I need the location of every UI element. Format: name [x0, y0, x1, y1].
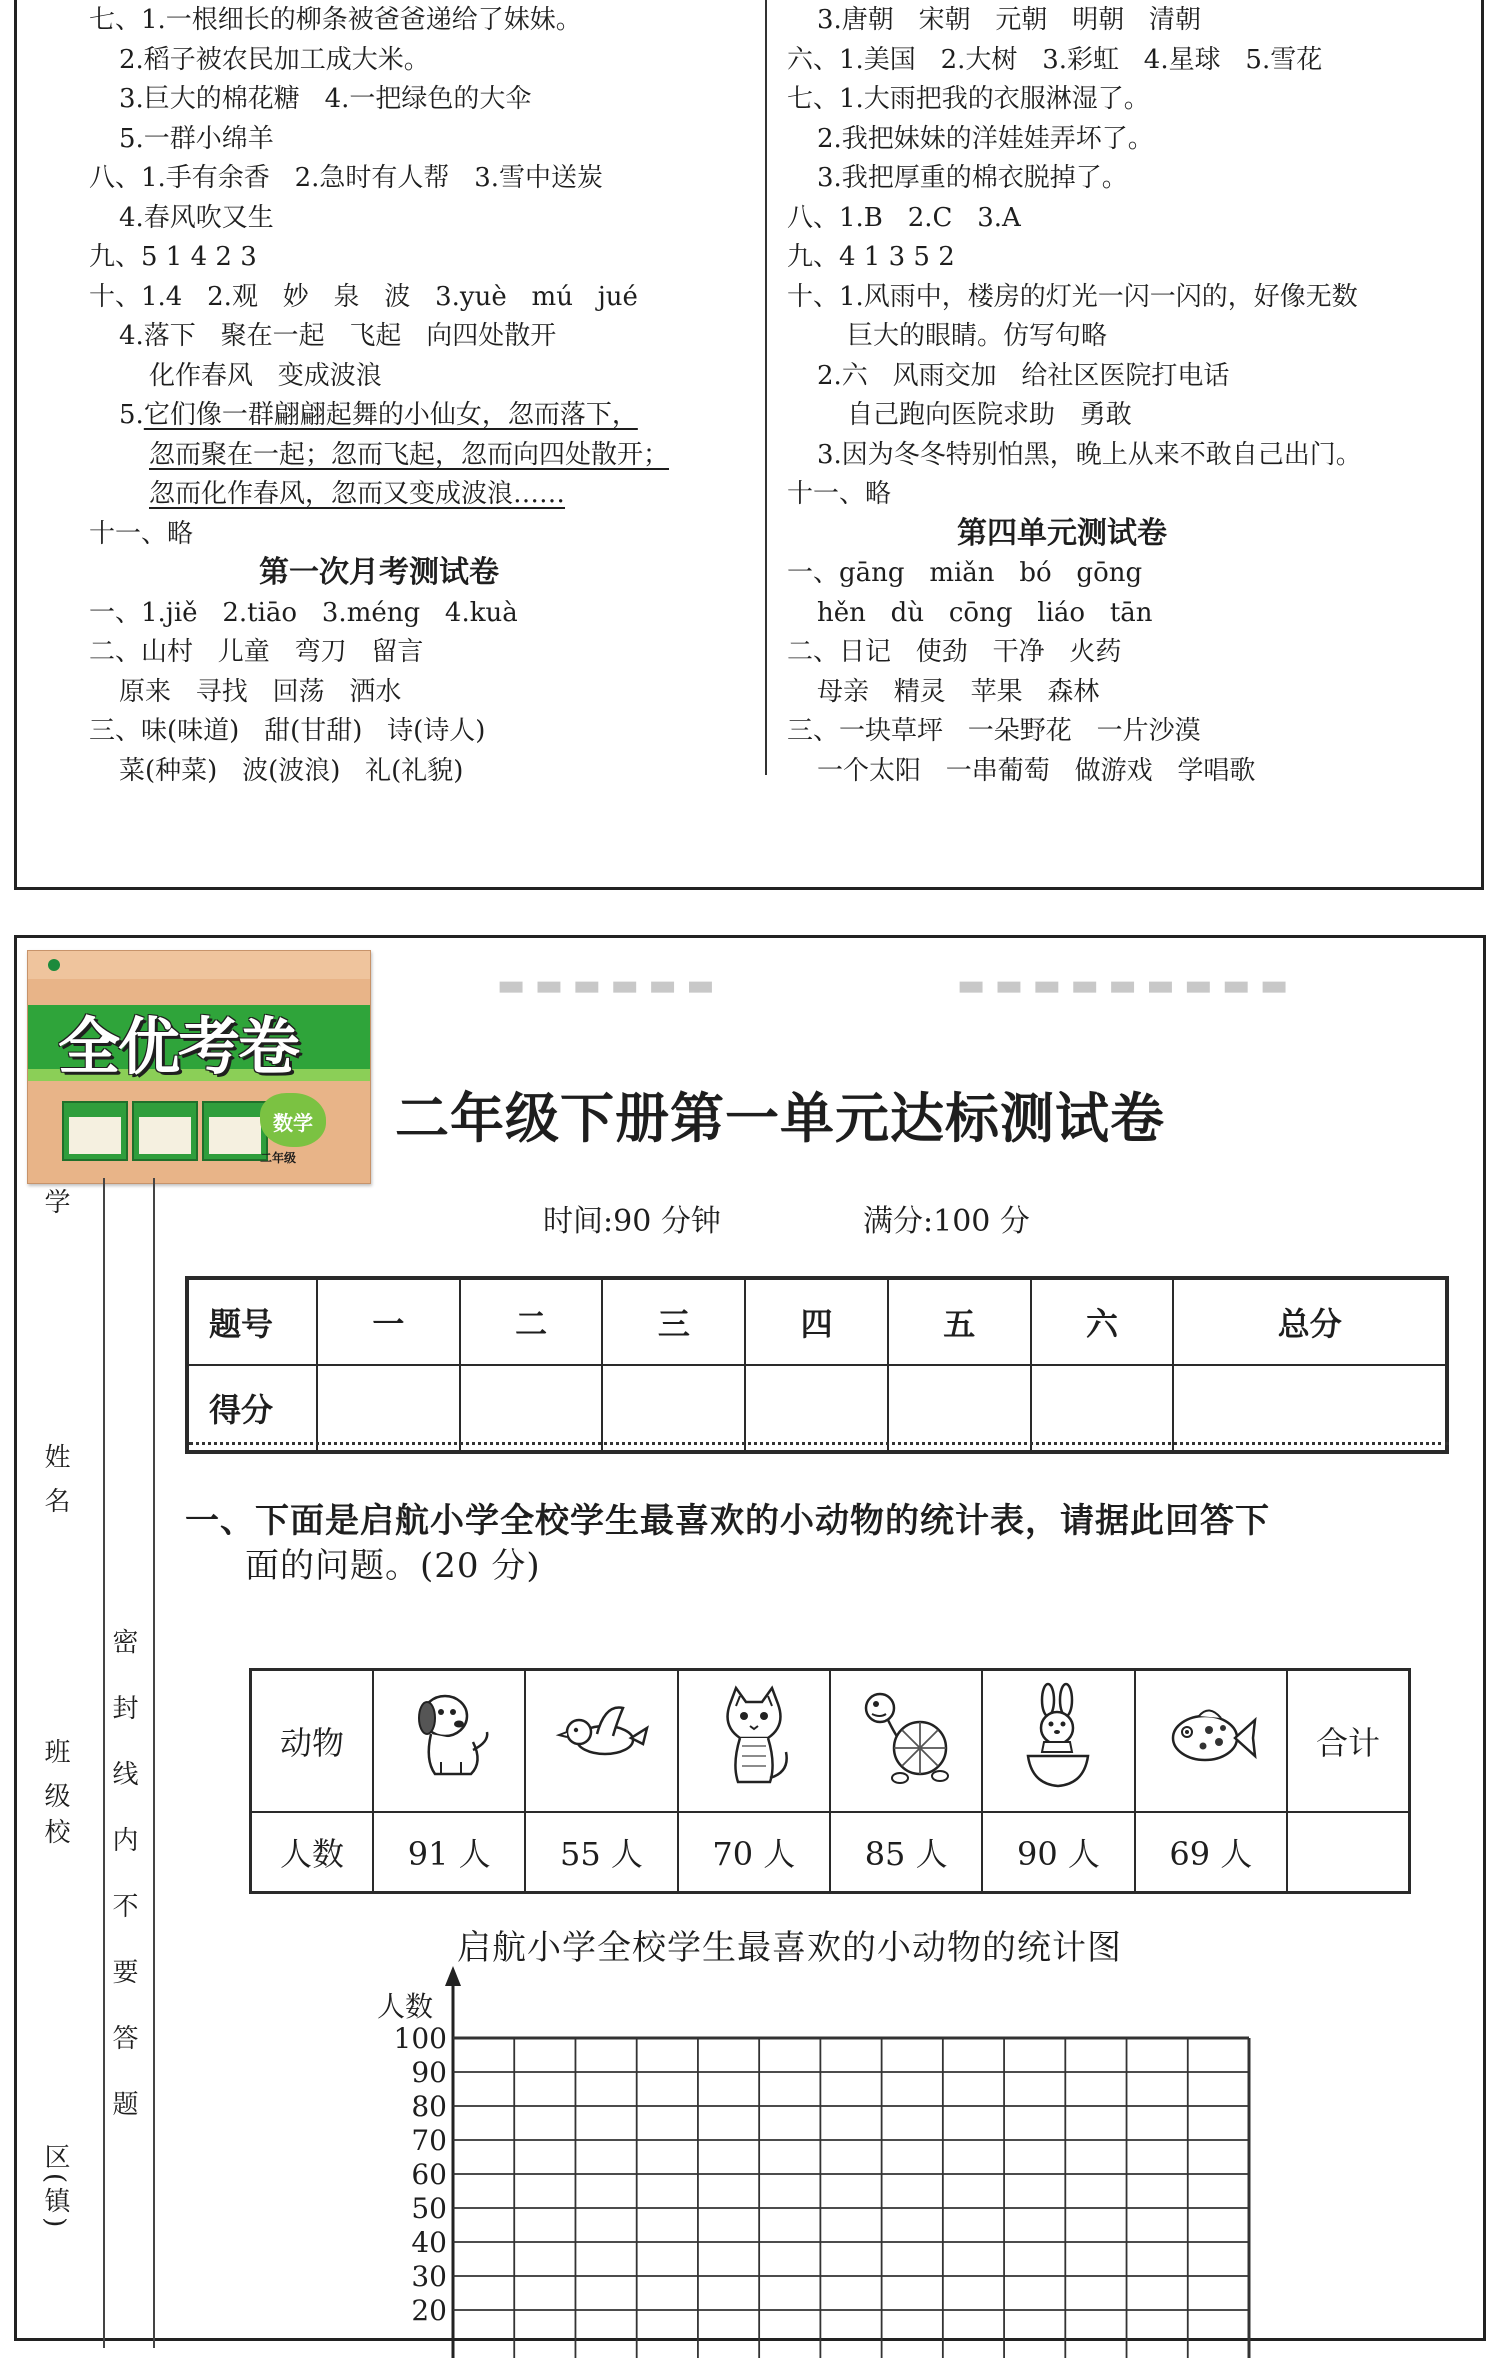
binding-class-label: 班级 [40, 1738, 70, 1826]
animal-total-label: 合计 [1287, 1670, 1410, 1813]
cover-grade: 二年级 [260, 1151, 297, 1165]
answer-key-line [787, 238, 955, 276]
answer-key-text: 化作春风 变成波浪 [149, 360, 382, 391]
bar-chart-grid [357, 1958, 1297, 2358]
answer-key-line [119, 41, 430, 79]
chart-y-tick-label: 50 [411, 2192, 447, 2225]
chart-y-tick-label: 70 [411, 2124, 447, 2157]
answer-key-text: 2.六 风雨交加 给社区医院打电话 [817, 360, 1230, 391]
publisher-logo-icon [48, 959, 60, 971]
binding-school-label: 校 [40, 1818, 70, 1862]
answer-key-text: 菜(种菜) 波(波浪) 礼(礼貌) [119, 755, 464, 786]
cover-feature-box [62, 1101, 128, 1161]
turtle-icon [830, 1670, 982, 1813]
answer-key-text: 3.我把厚重的棉衣脱掉了。 [817, 163, 1128, 193]
answer-key-line [149, 436, 669, 474]
answer-key-line [119, 317, 556, 355]
score-table-row-label: 得分 [187, 1365, 317, 1452]
answer-key-line [847, 396, 1132, 434]
answer-key-text: 巨大的眼睛。仿写句略 [847, 321, 1108, 351]
answer-key-text: 忽而聚在一起；忽而飞起，忽而向四处散开； [149, 439, 670, 470]
answer-key-line [89, 712, 485, 750]
cat-icon [678, 1670, 830, 1813]
answer-key-line [817, 673, 1099, 711]
chart-y-tick-label: 30 [411, 2260, 447, 2293]
question-1-text-cont: 面的问题。(20 分) [245, 1546, 541, 1586]
answer-key-text: 忽而化作春风，忽而又变成波浪…… [149, 479, 566, 509]
answer-key-text: 5. [119, 400, 144, 430]
rabbit-icon [982, 1670, 1134, 1813]
binding-name-label: 姓名 [40, 1443, 70, 1531]
answer-key-line [817, 594, 1153, 632]
count-row-label: 人数 [251, 1812, 374, 1893]
answer-key-text: 2.稻子被农民加工成大米。 [119, 44, 430, 75]
test-title: 二年级下册第一单元达标测试卷 [395, 1086, 1165, 1150]
answer-key-text: 九、5 1 4 2 3 [89, 242, 257, 272]
answer-key-line [89, 594, 518, 632]
score-table-header-row [187, 1278, 1447, 1365]
answer-key-text: 第四单元测试卷 [957, 515, 1167, 551]
answer-key-page [14, 0, 1484, 890]
answer-key-line [787, 712, 1201, 750]
binding-inner-line [153, 1178, 155, 2348]
animal-row [251, 1670, 1410, 1813]
bleed-through-marks: ▬ ▬ ▬ ▬ ▬ ▬ [497, 968, 715, 1003]
bird-icon [525, 1670, 677, 1813]
score-table-col-header: 总分 [1173, 1278, 1447, 1365]
test-paper-page [14, 935, 1486, 2341]
score-table-row-label: 题号 [187, 1278, 317, 1365]
answer-key-line [817, 357, 1229, 395]
answer-key-line [847, 317, 1107, 355]
chart-y-tick-label: 90 [411, 2056, 447, 2089]
answer-key-text: 4.春风吹又生 [119, 202, 274, 233]
answer-key-text: 二、山村 儿童 弯刀 留言 [89, 637, 424, 667]
answer-key-line [787, 41, 1322, 79]
answer-key-text: 一个太阳 一串葡萄 做游戏 学唱歌 [817, 755, 1256, 786]
answer-key-line [119, 199, 274, 237]
answer-key-text: 第一次月考测试卷 [259, 555, 499, 590]
answer-key-line [149, 357, 382, 395]
answer-key-line [119, 80, 531, 118]
answer-key-line [817, 752, 1255, 790]
binding-seal-notice: 密封线内不要答题 [108, 1628, 138, 2156]
score-cell[interactable] [745, 1365, 888, 1452]
cover-feature-box [202, 1101, 268, 1161]
answer-key-text: 原来 寻找 回荡 洒水 [119, 676, 402, 707]
total-answer-cell[interactable] [1287, 1812, 1410, 1893]
full-score: 满分:100 分 [863, 1204, 1030, 1239]
chart-y-tick-label: 80 [411, 2090, 447, 2123]
fish-icon [1135, 1670, 1287, 1813]
chart-y-axis-label: 人数 [377, 1990, 434, 2023]
chart-y-tick-label: 40 [411, 2226, 447, 2259]
answer-key-text: hěn dù cōng liáo tān [817, 597, 1153, 628]
time-limit: 时间:90 分钟 [543, 1204, 721, 1239]
answer-key-text: 十、1.4 2.观 妙 泉 波 3.yuè mú jué [89, 281, 638, 312]
dotted-separator [189, 1442, 1449, 1445]
score-table-col-header: 六 [1031, 1278, 1174, 1365]
answer-key-text: 一、gāng miǎn bó gōng [787, 558, 1143, 588]
answer-key-text: 六、1.美国 2.大树 3.彩虹 4.星球 5.雪花 [787, 44, 1323, 75]
answer-key-line [817, 159, 1128, 197]
answer-key-line [89, 159, 603, 197]
answer-key-line [787, 199, 1021, 237]
score-cell[interactable] [460, 1365, 603, 1452]
question-1-text: 一、下面是启航小学全校学生最喜欢的小动物的统计表，请据此回答下 [185, 1501, 1270, 1541]
answer-key-text: 二、日记 使劲 干净 火药 [787, 637, 1122, 667]
answer-key-line [787, 80, 1150, 118]
binding-school-label: 学 [40, 1188, 70, 1232]
chart-title: 启航小学全校学生最喜欢的小动物的统计图 [457, 1928, 1122, 1968]
score-cell[interactable] [602, 1365, 745, 1452]
score-table-col-header: 二 [460, 1278, 603, 1365]
answer-key-line [787, 475, 891, 513]
cover-subject-badge: 数学 [260, 1093, 326, 1147]
column-divider [765, 0, 767, 775]
chart-y-tick-label: 20 [411, 2294, 447, 2327]
answer-key-line [89, 278, 638, 316]
answer-key-text: 它们像一群翩翩起舞的小仙女，忽而落下， [143, 400, 638, 430]
animal-count: 70 人 [678, 1812, 830, 1893]
animal-count: 85 人 [830, 1812, 982, 1893]
score-table [185, 1276, 1449, 1454]
answer-key-text: 七、1.大雨把我的衣服淋湿了。 [787, 84, 1150, 114]
score-cell[interactable] [1173, 1365, 1447, 1452]
answer-key-line [89, 1, 582, 39]
answer-key-text: 3.因为冬冬特别怕黑，晚上从来不敢自己出门。 [817, 439, 1362, 470]
answer-key-text: 3.唐朝 宋朝 元朝 明朝 清朝 [817, 5, 1201, 35]
score-table-col-header: 三 [602, 1278, 745, 1365]
answer-key-text: 三、一块草坪 一朵野花 一片沙漠 [787, 716, 1201, 746]
score-table-score-row [187, 1365, 1447, 1452]
animal-count: 69 人 [1135, 1812, 1287, 1893]
answer-key-text: 八、1.手有余香 2.急时有人帮 3.雪中送炭 [89, 163, 604, 193]
answer-key-line [89, 238, 257, 276]
answer-key-text: 十一、略 [89, 518, 194, 549]
answer-key-text: 三、味(味道) 甜(甘甜) 诗(诗人) [89, 716, 486, 746]
score-cell[interactable] [888, 1365, 1031, 1452]
cover-title: 全优考卷 [58, 1010, 299, 1083]
dog-icon [373, 1670, 525, 1813]
answer-key-line [787, 633, 1121, 671]
answer-key-section-heading [957, 515, 1167, 553]
answer-key-line [817, 120, 1154, 158]
answer-key-text: 母亲 精灵 苹果 森林 [817, 676, 1100, 707]
chart-y-tick-label: 60 [411, 2158, 447, 2191]
score-cell[interactable] [1031, 1365, 1174, 1452]
bleed-through-marks: ▬ ▬ ▬ ▬ ▬ ▬ ▬ ▬ ▬ [957, 968, 1289, 1003]
animal-row-label: 动物 [251, 1670, 374, 1813]
answer-key-line [119, 673, 401, 711]
animal-count: 91 人 [373, 1812, 525, 1893]
answer-key-line [787, 554, 1142, 592]
score-table-col-header: 一 [317, 1278, 460, 1365]
answer-key-line [149, 475, 565, 513]
chart-y-tick-label: 100 [393, 2022, 447, 2055]
animal-count: 90 人 [982, 1812, 1134, 1893]
answer-key-text: 2.我把妹妹的洋娃娃弄坏了。 [817, 123, 1154, 154]
answer-key-text: 一、1.jiě 2.tiāo 3.méng 4.kuà [89, 597, 518, 628]
answer-key-line [119, 120, 274, 158]
binding-district-label: 区(镇) [40, 2143, 70, 2232]
animal-statistics-table [249, 1668, 1411, 1894]
answer-key-text: 5.一群小绵羊 [119, 123, 274, 154]
answer-key-text: 自己跑向医院求助 勇敢 [847, 400, 1132, 430]
chart-y-axis-arrow [445, 1966, 461, 1986]
answer-key-line [119, 752, 463, 790]
answer-key-line [787, 278, 1358, 316]
answer-key-line [89, 515, 193, 553]
cover-feature-box [132, 1101, 198, 1161]
book-cover-thumbnail [27, 950, 371, 1184]
answer-key-text: 十、1.风雨中，楼房的灯光一闪一闪的，好像无数 [787, 281, 1358, 312]
score-table-col-header: 四 [745, 1278, 888, 1365]
answer-key-line [817, 436, 1362, 474]
answer-key-text: 七、1.一根细长的柳条被爸爸递给了妹妹。 [89, 5, 582, 35]
answer-key-text: 3.巨大的棉花糖 4.一把绿色的大伞 [119, 84, 532, 114]
score-cell[interactable] [317, 1365, 460, 1452]
answer-key-text: 十一、略 [787, 479, 892, 509]
answer-key-line [119, 396, 638, 434]
answer-key-line [89, 633, 423, 671]
score-table-col-header: 五 [888, 1278, 1031, 1365]
count-row [251, 1812, 1410, 1893]
answer-key-section-heading [259, 554, 499, 592]
answer-key-text: 八、1.B 2.C 3.A [787, 202, 1021, 233]
answer-key-text: 4.落下 聚在一起 飞起 向四处散开 [119, 321, 557, 351]
answer-key-text: 九、4 1 3 5 2 [787, 242, 955, 272]
animal-count: 55 人 [525, 1812, 677, 1893]
answer-key-line [817, 1, 1201, 39]
